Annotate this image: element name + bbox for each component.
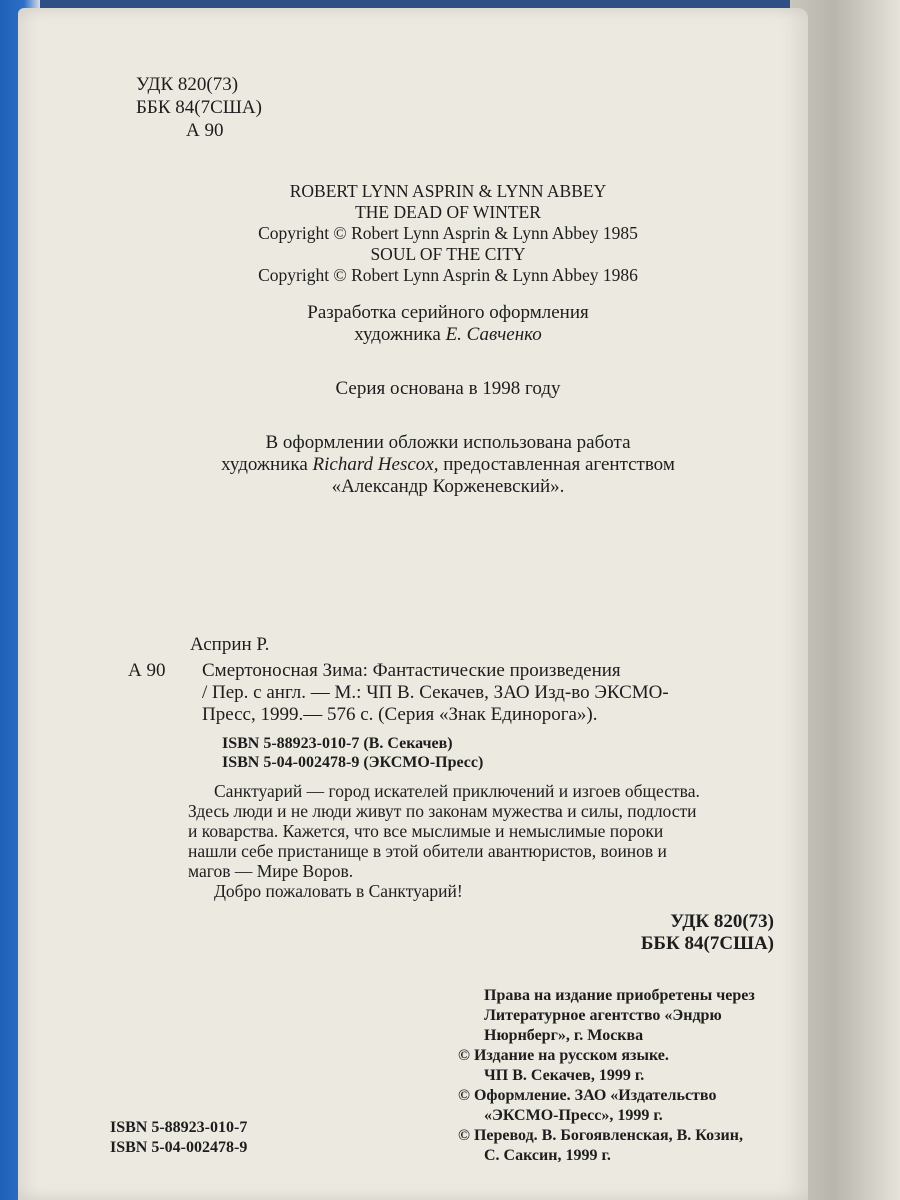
annotation-line-6: Добро пожаловать в Санктуарий! [214,881,463,901]
copyright-line-2: Copyright © Robert Lynn Asprin & Lynn Abbey 1986 [258,265,638,285]
original-authors: ROBERT LYNN ASPRIN & LYNN ABBEY [289,181,607,201]
rights-line-5: ЧП В. Секачев, 1999 г. [484,1067,645,1084]
bbk-code-top: ББК 84(7США) [136,97,262,118]
cover-credit-line-2: художника Richard Hescox, предоставленная агентством [221,454,675,475]
cover-credit-line-1: В оформлении обложки использована работа [265,432,631,453]
annotation-line-5: магов — Мире Воров. [188,861,354,881]
annotation-line-4: нашли себе пристанище в этой обители авантюристов, воинов и [188,841,667,861]
original-title-2: SOUL OF THE CITY [370,244,526,264]
catalog-line-2: / Пер. с англ. — М.: ЧП В. Секачев, ЗАО Изд-во ЭКСМО- [202,682,669,703]
catalog-line-1: Смертоносная Зима: Фантастические произведения [202,660,621,681]
cover-artist-name: Richard Hescox, [312,454,439,475]
copyright-line-1: Copyright © Robert Lynn Asprin & Lynn Abbey 1985 [258,223,638,243]
rights-line-3: Нюрнберг», г. Москва [484,1027,644,1044]
annotation-line-1: Санктуарий — город искателей приключений и изгоев общества. [214,781,700,801]
catalog-isbn-2: ISBN 5-04-002478-9 (ЭКСМО-Пресс) [222,754,484,771]
series-founded: Серия основана в 1998 году [335,378,561,399]
annotation-line-2: Здесь люди и не люди живут по законам мужества и силы, подлости [188,801,697,821]
cover-credit-line-3: «Александр Корженевский». [331,476,565,497]
footer-isbn-1: ISBN 5-88923-010-7 [110,1119,248,1136]
series-design-line-1: Разработка серийного оформления [307,302,589,323]
udk-code-bottom: УДК 820(73) [670,911,774,932]
catalog-author: Асприн Р. [190,634,270,655]
rights-line-8: © Перевод. В. Богоявленская, В. Козин, [458,1127,743,1144]
catalog-mark: А 90 [128,660,166,681]
bbk-code-bottom: ББК 84(7США) [640,933,774,954]
udk-code-top: УДК 820(73) [136,74,239,95]
author-mark-top: А 90 [186,120,224,141]
rights-line-9: С. Саксин, 1999 г. [484,1147,611,1164]
catalog-line-3: Пресс, 1999.— 576 с. (Серия «Знак Единорога»). [202,704,598,725]
copyright-page [18,8,808,1200]
rights-line-1: Права на издание приобретены через [484,987,755,1004]
original-title-1: THE DEAD OF WINTER [355,202,541,222]
annotation-line-3: и коварства. Кажется, что все мыслимые и немыслимые пороки [188,821,664,841]
series-design-line-2: художника Е. Савченко [354,324,542,345]
footer-isbn-2: ISBN 5-04-002478-9 [110,1139,248,1156]
rights-line-6: © Оформление. ЗАО «Издательство [458,1087,717,1104]
rights-line-4: © Издание на русском языке. [458,1047,669,1064]
catalog-isbn-1: ISBN 5-88923-010-7 (В. Секачев) [222,735,453,752]
series-designer-name: Е. Савченко [445,324,542,345]
rights-line-7: «ЭКСМО-Пресс», 1999 г. [484,1107,663,1124]
rights-line-2: Литературное агентство «Эндрю [484,1007,722,1024]
